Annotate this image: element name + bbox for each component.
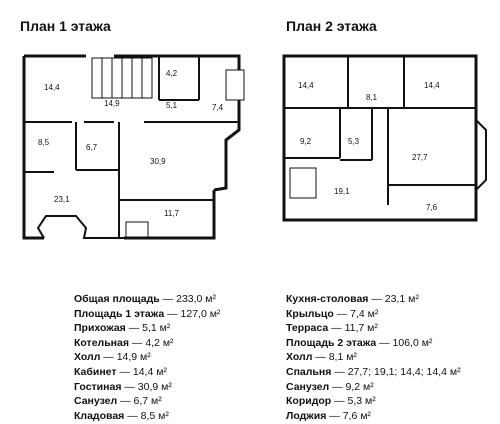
legend-row: Холл — 14,9 м² — [74, 351, 151, 364]
legend-row: Крыльцо — 7,4 м² — [286, 307, 379, 320]
room-area-label: 8,5 — [38, 138, 50, 147]
floor2-title: План 2 этажа — [286, 18, 377, 34]
floor2-area-labels — [298, 81, 440, 212]
room-area-label: 14,4 — [44, 83, 60, 92]
legend-row: Котельная — 4,2 м² — [74, 336, 174, 349]
room-area-label: 5,1 — [166, 101, 178, 110]
room-area-label: 11,7 — [164, 209, 179, 218]
legend-row: Терраса — 11,7 м² — [286, 322, 378, 335]
legend-left — [74, 292, 220, 423]
room-area-label: 5,3 — [348, 137, 360, 146]
room-area-label: 30,9 — [150, 157, 166, 166]
room-area-label: 19,1 — [334, 187, 350, 196]
floor1-area-labels — [38, 69, 224, 218]
legend-row: Санузел — 6,7 м² — [74, 395, 162, 408]
bathtub — [290, 168, 316, 198]
floor1-plan — [14, 40, 249, 245]
room-area-label: 23,1 — [54, 195, 70, 204]
room-area-label: 9,2 — [300, 137, 312, 146]
legend-row: Кладовая — 8,5 м² — [74, 409, 169, 422]
legend-row: Общая площадь — 233,0 м² — [74, 293, 217, 305]
room-area-label: 14,4 — [424, 81, 440, 90]
legend-row: Площадь 1 этажа — 127,0 м² — [74, 307, 221, 320]
outer-wall — [214, 100, 239, 190]
legend-row: Спальня — 27,7; 19,1; 14,4; 14,4 м² — [286, 365, 461, 378]
legend-row: Лоджия — 7,6 м² — [286, 409, 371, 422]
legend-row: Кухня-столовая — 23,1 м² — [286, 293, 419, 305]
porch — [226, 70, 244, 100]
legend-row: Площадь 2 этажа — 106,0 м² — [286, 336, 433, 349]
terrace-steps — [126, 222, 148, 238]
room-area-label: 6,7 — [86, 143, 98, 152]
legend-row: Прихожая — 5,1 м² — [74, 322, 171, 335]
room-area-label: 27,7 — [412, 153, 428, 162]
legend-row: Коридор — 5,3 м² — [286, 395, 376, 408]
legend-row: Кабинет — 14,4 м² — [74, 365, 167, 378]
room-area-label: 4,2 — [166, 69, 178, 78]
outer-wall — [24, 56, 44, 238]
legend-row: Гостиная — 30,9 м² — [74, 380, 172, 393]
room-area-label: 7,4 — [212, 103, 224, 112]
legend-right — [286, 292, 461, 423]
room-area-label: 8,1 — [366, 93, 378, 102]
legend-row: Холл — 8,1 м² — [286, 351, 357, 364]
room-area-label: 14,9 — [104, 99, 120, 108]
floor2-plan — [276, 40, 490, 225]
legend-row: Санузел — 9,2 м² — [286, 380, 374, 393]
room-area-label: 7,6 — [426, 203, 438, 212]
room-area-label: 14,4 — [298, 81, 314, 90]
bay-window — [38, 216, 124, 238]
floor1-title: План 1 этажа — [20, 18, 111, 34]
